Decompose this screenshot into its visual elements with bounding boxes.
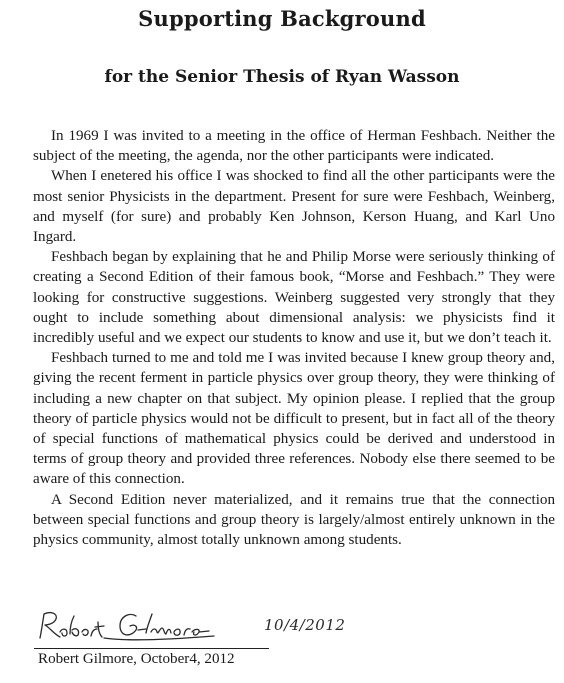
signer-name-date: Robert Gilmore, October4, 2012 — [38, 651, 235, 667]
document-body — [33, 126, 555, 550]
signature-area — [34, 608, 374, 644]
paragraph-2: When I enetered his office I was shocked to find all the other participants were the most senior Physicists in the department. Present for sure were Feshbach, Weinberg, and myself (for sure) and probably Ken Johnson, Kerson Huang, and Karl Uno Ingard. — [33, 168, 555, 246]
handwritten-signature — [34, 608, 259, 644]
handwritten-date: 10/4/2012 — [264, 616, 346, 634]
document-title: Supporting Background — [138, 6, 426, 31]
paragraph-1: In 1969 I was invited to a meeting in the office of Herman Feshbach. Neither the subject of the meeting, the agenda, nor the other participants were indicated. — [33, 128, 555, 165]
signature-line — [34, 648, 269, 649]
paragraph-3: Feshbach began by explaining that he and Philip Morse were seriously thinking of creating a Second Edition of their famous book, “Morse and Feshbach.” They were looking for constructive suggestions. Weinberg suggested very strongly that they ought to include something about dimensional analysis: we physicists find it incredibly useful and we expect our students to know and use it, but we don’t teach it. — [33, 249, 555, 347]
paragraph-4: Feshbach turned to me and told me I was invited because I knew group theory and, giving the recent ferment in particle physics over group theory, they were thinking of including a new chapter on that subject. My opinion please. I replied that the group theory of particle physics would not be difficult to present, but in fact all of the theory of special functions of mathematical physics could be derived and understood in terms of group theory and provided three references. Nobody else there seemed to be aware of this connection. — [33, 350, 555, 488]
paragraph-5: A Second Edition never materialized, and it remains true that the connection between special functions and group theory is largely/almost entirely unknown in the physics community, almost totally unknown among students. — [33, 491, 555, 549]
document-subtitle: for the Senior Thesis of Ryan Wasson — [104, 67, 460, 87]
